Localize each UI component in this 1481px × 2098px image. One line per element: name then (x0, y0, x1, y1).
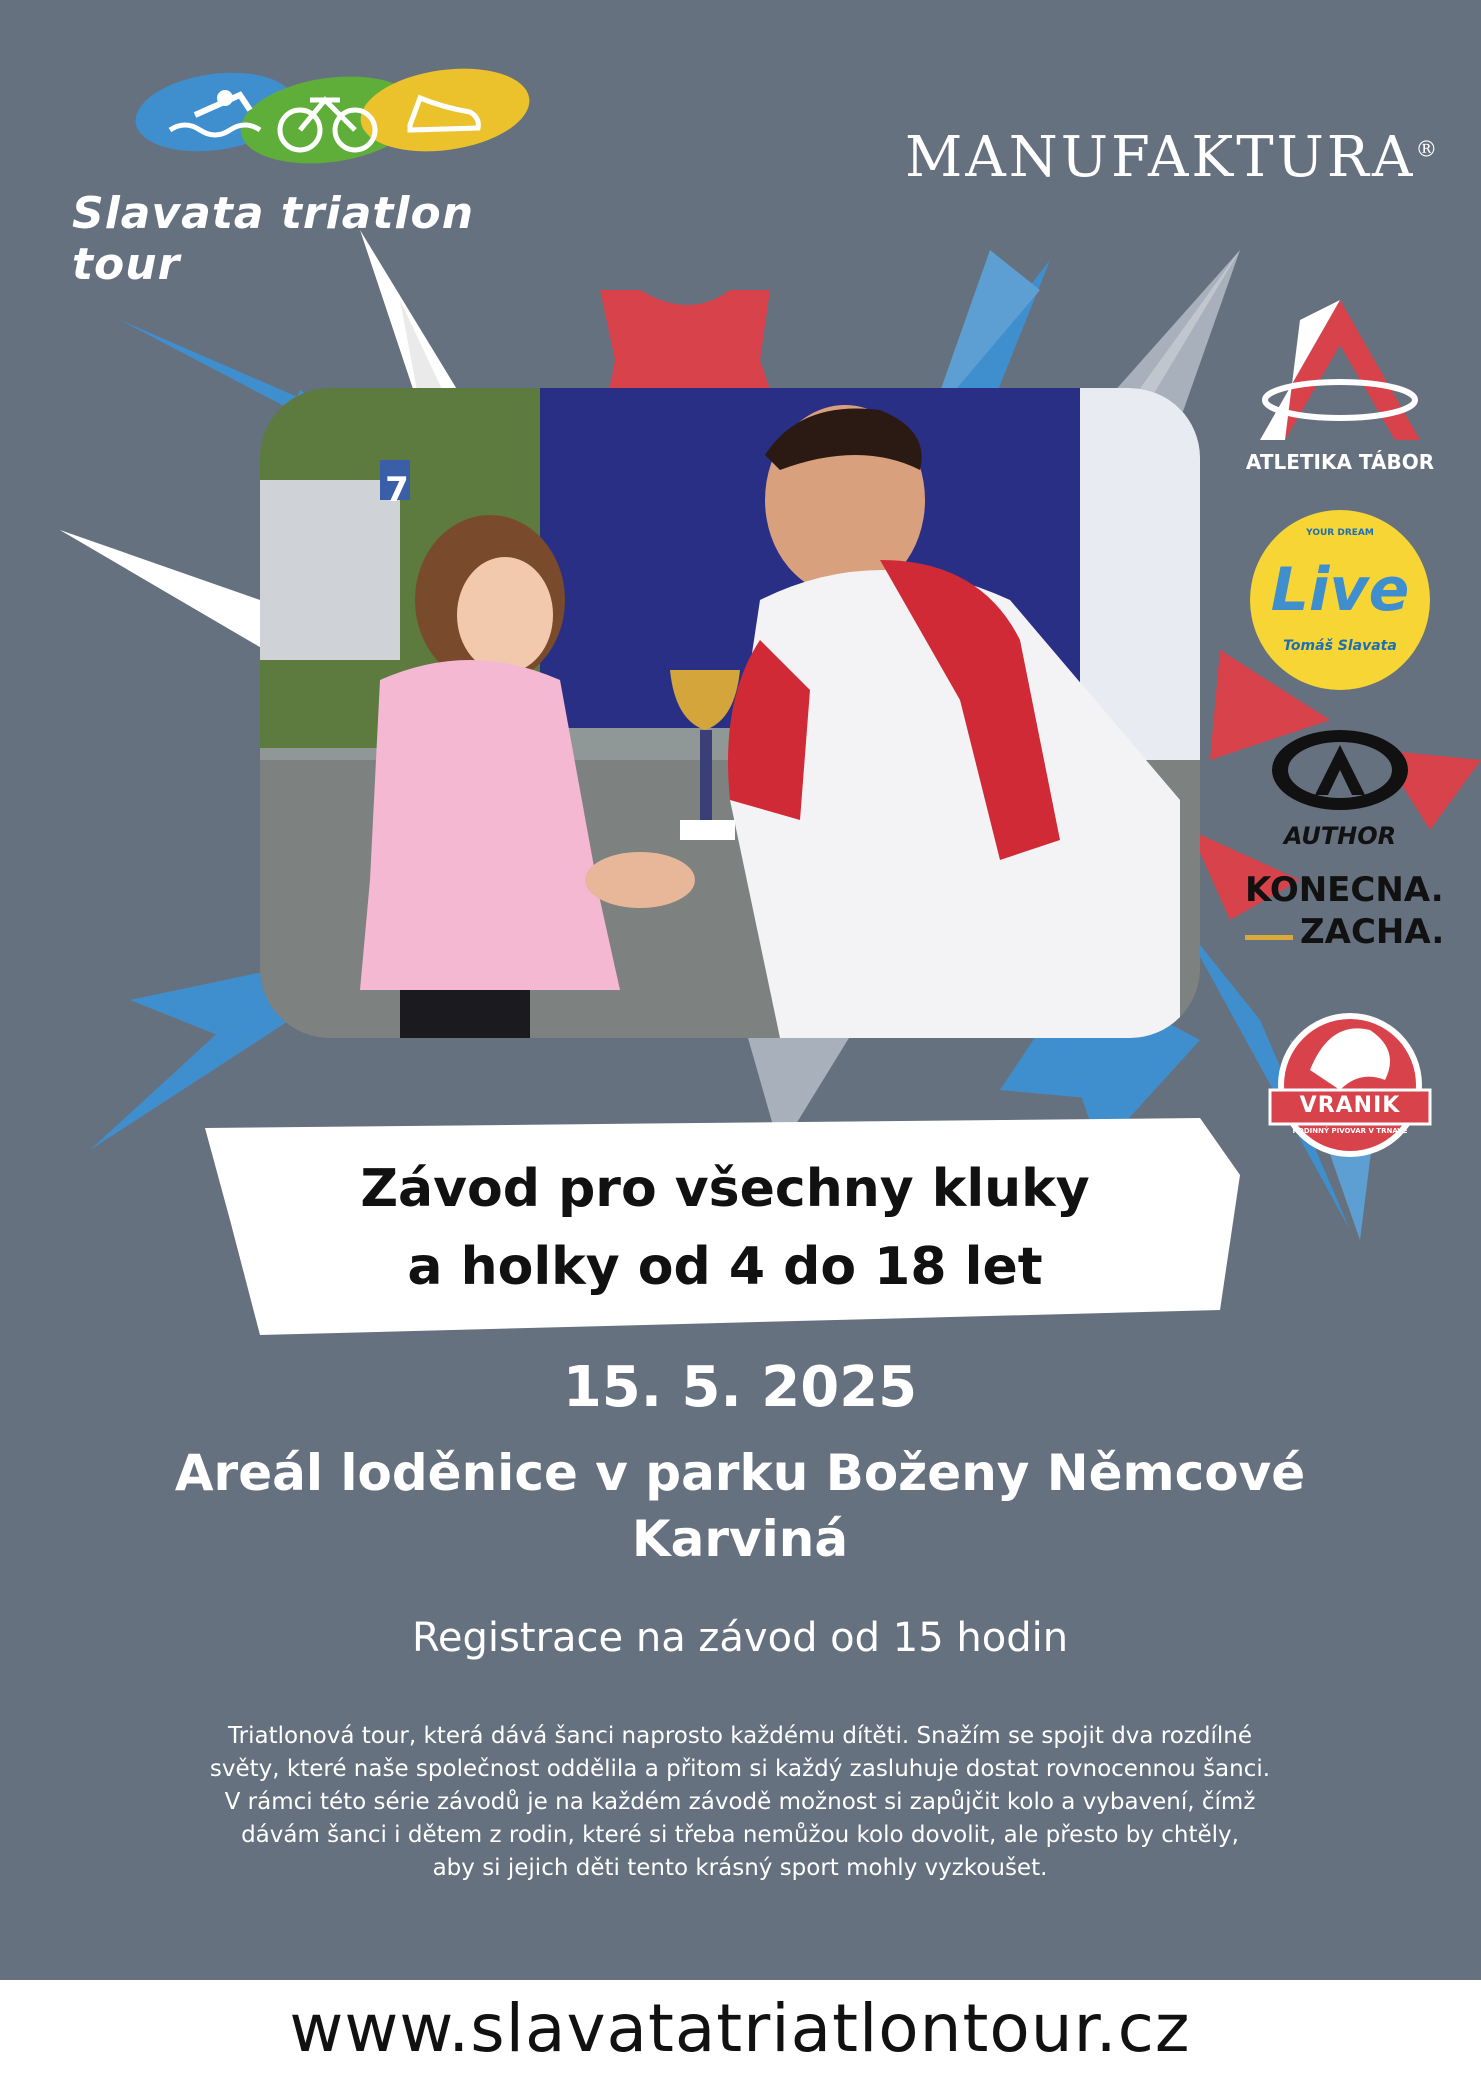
atletika-label: ATLETIKA TÁBOR (1245, 450, 1435, 474)
registration-info: Registrace na závod od 15 hodin (411, 1615, 1069, 1661)
live-word: Live (1270, 555, 1410, 625)
konecna-dash (1245, 935, 1293, 940)
tour-name: Slavata triatlon tour (72, 188, 475, 290)
live-name: Tomáš Slavata (1283, 638, 1397, 654)
author-label: AUTHOR (1283, 822, 1397, 850)
event-date: 15. 5. 2025 (562, 1355, 918, 1420)
event-venue (40, 1440, 1440, 1572)
description-line-3: V rámci této série závodů je na každém závodě možnost si zapůjčit kolo a vybavení, čímž (224, 1789, 1256, 1815)
banner-line-2: a holky od 4 do 18 let (407, 1237, 1043, 1297)
description-line-2: světy, které naše společnost oddělila a přitom si každý zasluhuje dostat rovnocennou šanci. (209, 1756, 1271, 1782)
description-line-5: aby si jejich děti tento krásný sport mohly vyzkoušet. (432, 1855, 1048, 1881)
banner-title (245, 1150, 1205, 1306)
sign-number: 7 (385, 470, 409, 510)
description (60, 1720, 1420, 1885)
vranik-sub: RODINNÝ PIVOVAR V TRNAVĚ (1292, 1127, 1408, 1135)
description-line-1: Triatlonová tour, která dává šanci naprosto každému dítěti. Snažím se spojit dva rozdílné (227, 1723, 1253, 1749)
manufaktura-logo (905, 125, 1441, 190)
atletika-logo (1260, 300, 1420, 440)
manufaktura-text: MANUFAKTURA (905, 125, 1416, 190)
author-logo (1272, 730, 1408, 810)
konecna-line1: KONECNA. (1245, 870, 1444, 910)
website-link[interactable]: www.slavatatriatlontour.cz (289, 1990, 1191, 2067)
description-line-4: dávám šanci i dětem z rodin, které si třeba nemůžou kolo dovolit, ale přesto by chtěly, (241, 1822, 1239, 1848)
vranik-logo (1270, 1013, 1430, 1157)
live-small-text: YOUR DREAM (1306, 528, 1374, 538)
venue-line-1: Areál loděnice v parku Boženy Němcové (174, 1444, 1306, 1502)
konecna-line2: ZACHA. (1300, 912, 1445, 952)
venue-line-2: Karviná (631, 1510, 849, 1568)
registered-mark: ® (1415, 137, 1441, 163)
banner-line-1: Závod pro všechny kluky (360, 1159, 1090, 1219)
vranik-label: VRANIK (1299, 1093, 1401, 1118)
